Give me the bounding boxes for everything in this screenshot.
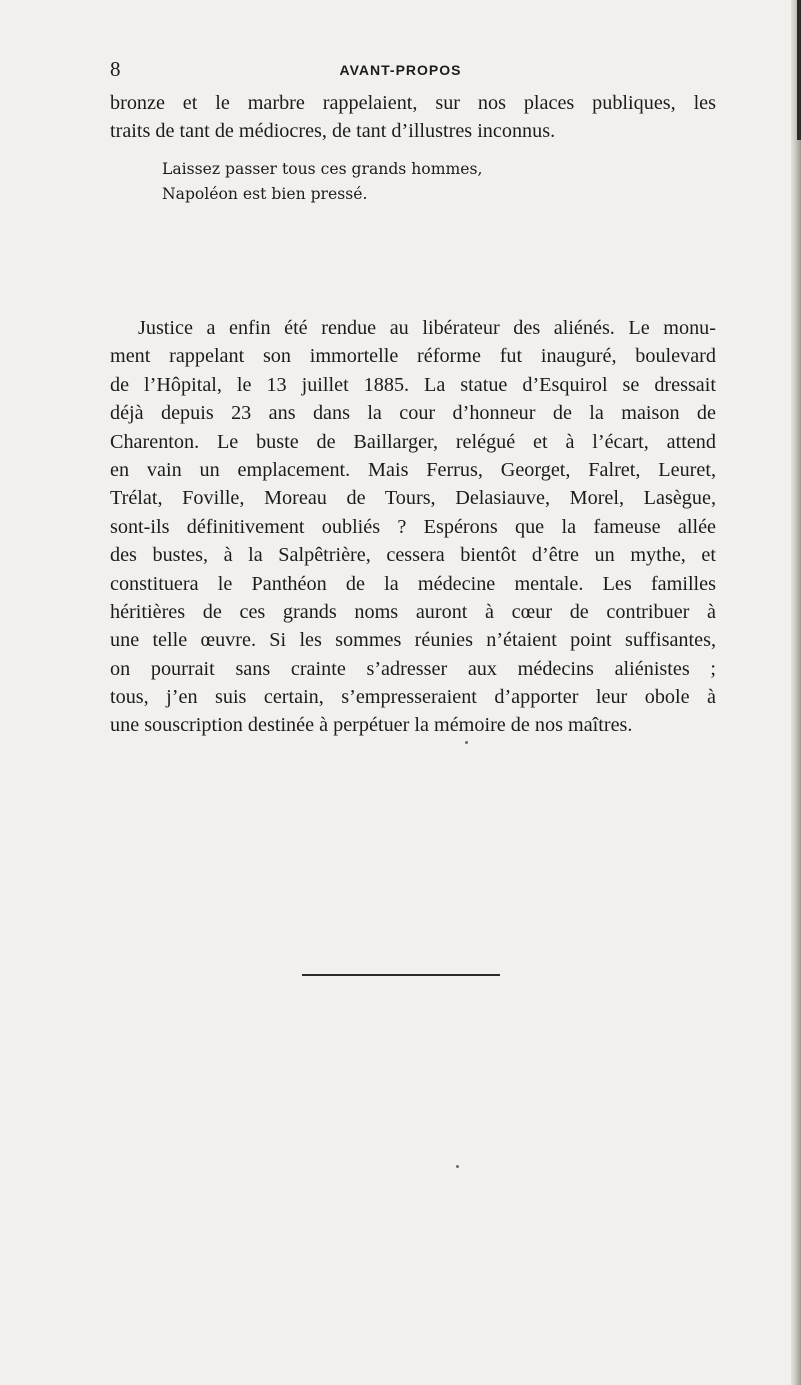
paragraph-1 (110, 89, 716, 146)
paragraph-line: des bustes, à la Salpêtrière, cessera bientôt d’être un mythe, et (110, 544, 716, 567)
paragraph-line: traits de tant de médiocres, de tant d’illustres inconnus. (110, 120, 556, 143)
verse-line: Laissez passer tous ces grands hommes, (162, 160, 483, 178)
paragraph-line: Trélat, Foville, Moreau de Tours, Delasiauve, Morel, Lasègue, (110, 487, 716, 510)
paragraph-line: en vain un emplacement. Mais Ferrus, Georget, Falret, Leuret, (110, 458, 716, 481)
verse-quotation (162, 157, 482, 207)
paragraph-line: héritières de ces grands noms auront à cœur de contribuer à (110, 600, 716, 623)
paragraph-2 (110, 314, 716, 740)
paragraph-line: une telle œuvre. Si les sommes réunies n’étaient point suffisantes, (110, 629, 716, 652)
paper-speck (456, 1165, 459, 1168)
paragraph-line: Charenton. Le buste de Baillarger, relégué et à l’écart, attend (110, 430, 716, 453)
footer-rule (302, 974, 500, 976)
paragraph-line: une souscription destinée à perpétuer la mémoire de nos maîtres. (110, 714, 633, 737)
paper-speck (465, 741, 468, 744)
paragraph-line: déjà depuis 23 ans dans la cour d’honneur de la maison de (110, 402, 716, 425)
paragraph-line: de l’Hôpital, le 13 juillet 1885. La statue d’Esquirol se dressait (110, 373, 716, 396)
paragraph-line: bronze et le marbre rappelaient, sur nos places publiques, les (110, 92, 716, 114)
paragraph-line: tous, j’en suis certain, s’empresseraient d’apporter leur obole à (110, 686, 716, 709)
running-title: AVANT-PROPOS (339, 62, 462, 78)
paragraph-line: on pourrait sans crainte s’adresser aux médecins aliénistes ; (110, 657, 716, 680)
page-number: 8 (110, 57, 121, 81)
verse-line: Napoléon est bien pressé. (162, 185, 368, 203)
page-edge (791, 0, 801, 1385)
paragraph-line: sont-ils définitivement oubliés ? Espérons que la fameuse allée (110, 515, 716, 538)
paragraph-line: ment rappelant son immortelle réforme fut inauguré, boulevard (110, 345, 716, 368)
paragraph-line: constituera le Panthéon de la médecine mentale. Les familles (110, 572, 716, 595)
paragraph-line: Justice a enfin été rendue au libérateur des aliénés. Le monu- (138, 317, 716, 339)
